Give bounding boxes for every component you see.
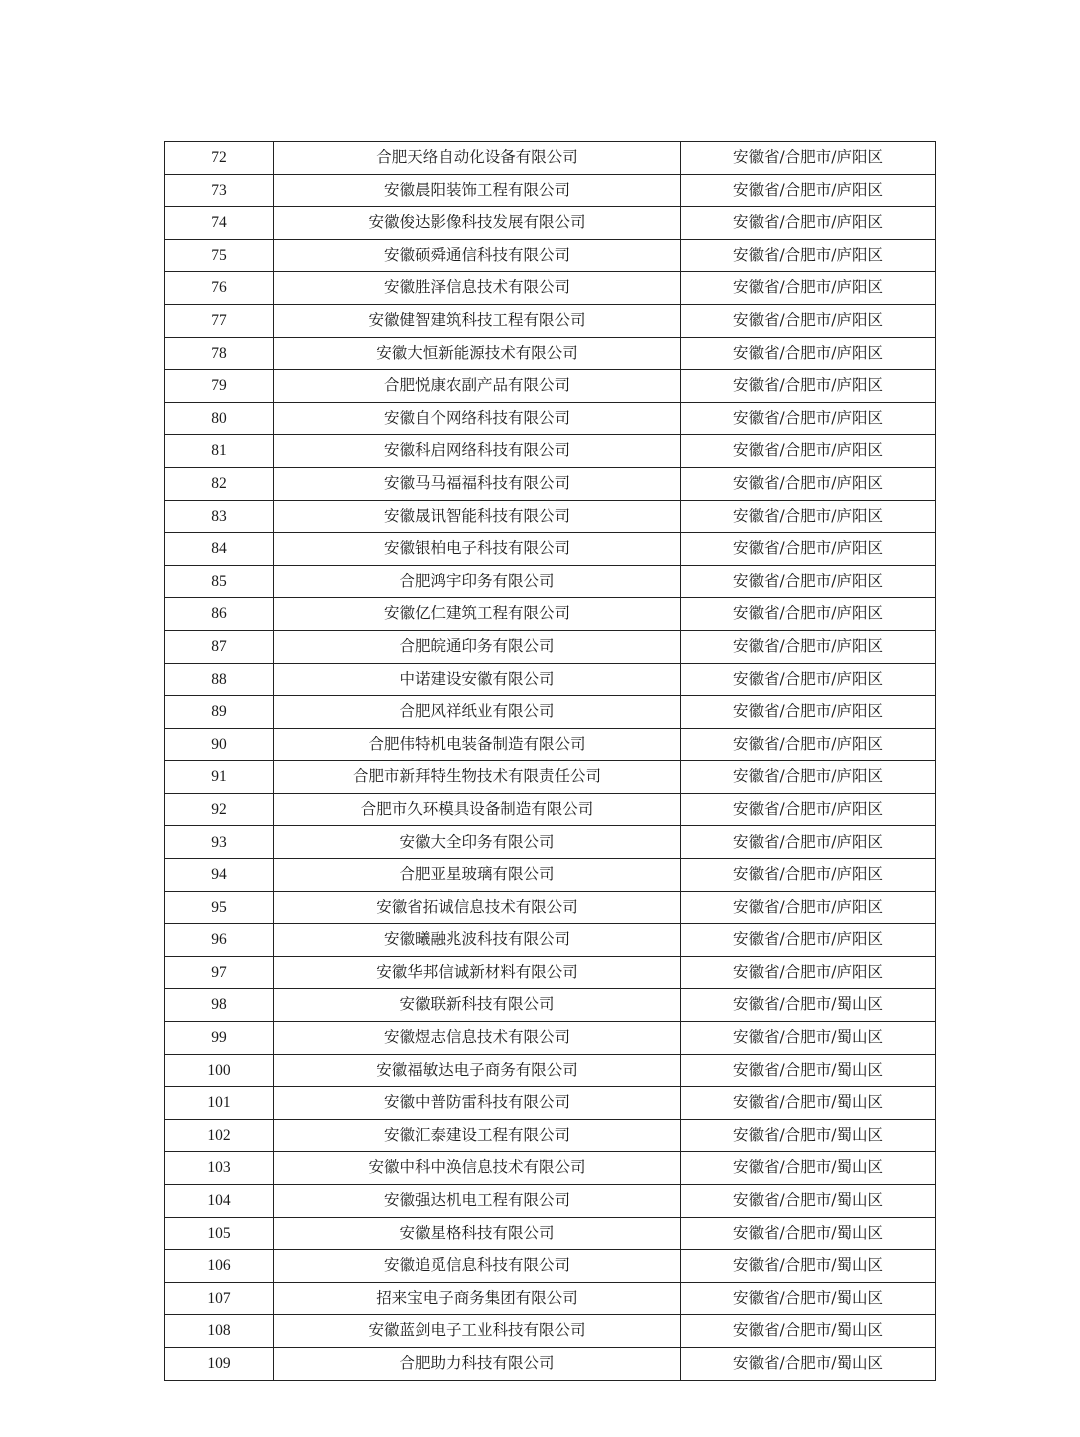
table-row xyxy=(165,663,936,696)
table-row xyxy=(165,174,936,207)
serial-number-cell: 79 xyxy=(165,370,274,403)
serial-number-cell: 74 xyxy=(165,207,274,240)
company-name-cell: 合肥助力科技有限公司 xyxy=(274,1347,681,1380)
region-cell: 安徽省/合肥市/庐阳区 xyxy=(681,272,936,305)
company-name-cell: 安徽联新科技有限公司 xyxy=(274,989,681,1022)
company-name-cell: 安徽马马福福科技有限公司 xyxy=(274,467,681,500)
table-row xyxy=(165,1185,936,1218)
company-name-cell: 安徽强达机电工程有限公司 xyxy=(274,1185,681,1218)
table-row xyxy=(165,1119,936,1152)
table-row xyxy=(165,1347,936,1380)
serial-number-cell: 80 xyxy=(165,402,274,435)
region-cell: 安徽省/合肥市/蜀山区 xyxy=(681,1119,936,1152)
table-row xyxy=(165,500,936,533)
serial-number-cell: 101 xyxy=(165,1087,274,1120)
table-row xyxy=(165,696,936,729)
company-name-cell: 合肥市久环模具设备制造有限公司 xyxy=(274,793,681,826)
serial-number-cell: 82 xyxy=(165,467,274,500)
table-row xyxy=(165,989,936,1022)
company-name-cell: 合肥风祥纸业有限公司 xyxy=(274,696,681,729)
table-row xyxy=(165,370,936,403)
region-cell: 安徽省/合肥市/蜀山区 xyxy=(681,1054,936,1087)
table-row xyxy=(165,402,936,435)
table-row xyxy=(165,142,936,175)
serial-number-cell: 104 xyxy=(165,1185,274,1218)
company-name-cell: 安徽中普防雷科技有限公司 xyxy=(274,1087,681,1120)
table-row xyxy=(165,826,936,859)
serial-number-cell: 87 xyxy=(165,630,274,663)
region-cell: 安徽省/合肥市/蜀山区 xyxy=(681,1282,936,1315)
company-name-cell: 安徽大恒新能源技术有限公司 xyxy=(274,337,681,370)
table-row xyxy=(165,1250,936,1283)
company-name-cell: 安徽追觅信息科技有限公司 xyxy=(274,1250,681,1283)
table-row xyxy=(165,630,936,663)
serial-number-cell: 72 xyxy=(165,142,274,175)
company-list-table xyxy=(164,141,936,1381)
company-name-cell: 合肥天络自动化设备有限公司 xyxy=(274,142,681,175)
table-row xyxy=(165,337,936,370)
serial-number-cell: 86 xyxy=(165,598,274,631)
table-row xyxy=(165,728,936,761)
serial-number-cell: 96 xyxy=(165,924,274,957)
serial-number-cell: 94 xyxy=(165,859,274,892)
company-name-cell: 安徽星格科技有限公司 xyxy=(274,1217,681,1250)
serial-number-cell: 109 xyxy=(165,1347,274,1380)
company-name-cell: 安徽煜志信息技术有限公司 xyxy=(274,1022,681,1055)
table-row xyxy=(165,1315,936,1348)
company-name-cell: 安徽蓝剑电子工业科技有限公司 xyxy=(274,1315,681,1348)
region-cell: 安徽省/合肥市/庐阳区 xyxy=(681,761,936,794)
company-name-cell: 安徽曦融兆波科技有限公司 xyxy=(274,924,681,957)
serial-number-cell: 97 xyxy=(165,956,274,989)
region-cell: 安徽省/合肥市/庐阳区 xyxy=(681,370,936,403)
company-name-cell: 合肥市新拜特生物技术有限责任公司 xyxy=(274,761,681,794)
region-cell: 安徽省/合肥市/庐阳区 xyxy=(681,533,936,566)
region-cell: 安徽省/合肥市/庐阳区 xyxy=(681,793,936,826)
company-name-cell: 安徽硕舜通信科技有限公司 xyxy=(274,239,681,272)
region-cell: 安徽省/合肥市/庐阳区 xyxy=(681,142,936,175)
region-cell: 安徽省/合肥市/庐阳区 xyxy=(681,696,936,729)
region-cell: 安徽省/合肥市/庐阳区 xyxy=(681,956,936,989)
serial-number-cell: 103 xyxy=(165,1152,274,1185)
table-row xyxy=(165,1087,936,1120)
region-cell: 安徽省/合肥市/庐阳区 xyxy=(681,924,936,957)
serial-number-cell: 98 xyxy=(165,989,274,1022)
region-cell: 安徽省/合肥市/庐阳区 xyxy=(681,728,936,761)
company-name-cell: 招来宝电子商务集团有限公司 xyxy=(274,1282,681,1315)
serial-number-cell: 84 xyxy=(165,533,274,566)
serial-number-cell: 108 xyxy=(165,1315,274,1348)
region-cell: 安徽省/合肥市/庐阳区 xyxy=(681,207,936,240)
company-name-cell: 安徽晨阳装饰工程有限公司 xyxy=(274,174,681,207)
company-name-cell: 安徽亿仁建筑工程有限公司 xyxy=(274,598,681,631)
serial-number-cell: 85 xyxy=(165,565,274,598)
table-row xyxy=(165,239,936,272)
company-name-cell: 合肥鸿宇印务有限公司 xyxy=(274,565,681,598)
table-row xyxy=(165,467,936,500)
company-name-cell: 安徽福敏达电子商务有限公司 xyxy=(274,1054,681,1087)
region-cell: 安徽省/合肥市/庐阳区 xyxy=(681,239,936,272)
table-row xyxy=(165,272,936,305)
region-cell: 安徽省/合肥市/庐阳区 xyxy=(681,663,936,696)
company-name-cell: 安徽大全印务有限公司 xyxy=(274,826,681,859)
region-cell: 安徽省/合肥市/蜀山区 xyxy=(681,1315,936,1348)
company-name-cell: 安徽俊达影像科技发展有限公司 xyxy=(274,207,681,240)
region-cell: 安徽省/合肥市/庐阳区 xyxy=(681,565,936,598)
table-row xyxy=(165,761,936,794)
serial-number-cell: 102 xyxy=(165,1119,274,1152)
company-name-cell: 安徽科启网络科技有限公司 xyxy=(274,435,681,468)
company-name-cell: 安徽汇泰建设工程有限公司 xyxy=(274,1119,681,1152)
serial-number-cell: 83 xyxy=(165,500,274,533)
serial-number-cell: 75 xyxy=(165,239,274,272)
table-row xyxy=(165,435,936,468)
table-row xyxy=(165,1217,936,1250)
region-cell: 安徽省/合肥市/庐阳区 xyxy=(681,304,936,337)
table-row xyxy=(165,1152,936,1185)
region-cell: 安徽省/合肥市/庐阳区 xyxy=(681,598,936,631)
region-cell: 安徽省/合肥市/蜀山区 xyxy=(681,1217,936,1250)
region-cell: 安徽省/合肥市/庐阳区 xyxy=(681,500,936,533)
serial-number-cell: 99 xyxy=(165,1022,274,1055)
table-row xyxy=(165,304,936,337)
table-row xyxy=(165,924,936,957)
serial-number-cell: 91 xyxy=(165,761,274,794)
serial-number-cell: 100 xyxy=(165,1054,274,1087)
table-row xyxy=(165,1282,936,1315)
table-row xyxy=(165,891,936,924)
serial-number-cell: 92 xyxy=(165,793,274,826)
serial-number-cell: 89 xyxy=(165,696,274,729)
table-body xyxy=(165,142,936,1381)
serial-number-cell: 88 xyxy=(165,663,274,696)
company-name-cell: 安徽自个网络科技有限公司 xyxy=(274,402,681,435)
company-name-cell: 安徽胜泽信息技术有限公司 xyxy=(274,272,681,305)
serial-number-cell: 78 xyxy=(165,337,274,370)
region-cell: 安徽省/合肥市/庐阳区 xyxy=(681,826,936,859)
region-cell: 安徽省/合肥市/庐阳区 xyxy=(681,467,936,500)
serial-number-cell: 106 xyxy=(165,1250,274,1283)
table-row xyxy=(165,956,936,989)
company-name-cell: 安徽华邦信诚新材料有限公司 xyxy=(274,956,681,989)
serial-number-cell: 95 xyxy=(165,891,274,924)
company-name-cell: 合肥皖通印务有限公司 xyxy=(274,630,681,663)
serial-number-cell: 105 xyxy=(165,1217,274,1250)
region-cell: 安徽省/合肥市/庐阳区 xyxy=(681,630,936,663)
region-cell: 安徽省/合肥市/蜀山区 xyxy=(681,989,936,1022)
serial-number-cell: 90 xyxy=(165,728,274,761)
serial-number-cell: 81 xyxy=(165,435,274,468)
table-row xyxy=(165,598,936,631)
region-cell: 安徽省/合肥市/庐阳区 xyxy=(681,891,936,924)
table-row xyxy=(165,207,936,240)
company-name-cell: 安徽银柏电子科技有限公司 xyxy=(274,533,681,566)
region-cell: 安徽省/合肥市/蜀山区 xyxy=(681,1022,936,1055)
company-name-cell: 合肥伟特机电装备制造有限公司 xyxy=(274,728,681,761)
company-name-cell: 安徽中科中涣信息技术有限公司 xyxy=(274,1152,681,1185)
region-cell: 安徽省/合肥市/蜀山区 xyxy=(681,1347,936,1380)
region-cell: 安徽省/合肥市/庐阳区 xyxy=(681,174,936,207)
serial-number-cell: 76 xyxy=(165,272,274,305)
table-row xyxy=(165,793,936,826)
region-cell: 安徽省/合肥市/蜀山区 xyxy=(681,1087,936,1120)
table-row xyxy=(165,533,936,566)
serial-number-cell: 73 xyxy=(165,174,274,207)
region-cell: 安徽省/合肥市/蜀山区 xyxy=(681,1152,936,1185)
company-name-cell: 合肥亚星玻璃有限公司 xyxy=(274,859,681,892)
region-cell: 安徽省/合肥市/庐阳区 xyxy=(681,337,936,370)
company-name-cell: 安徽健智建筑科技工程有限公司 xyxy=(274,304,681,337)
table-row xyxy=(165,859,936,892)
serial-number-cell: 107 xyxy=(165,1282,274,1315)
table-row xyxy=(165,565,936,598)
serial-number-cell: 77 xyxy=(165,304,274,337)
region-cell: 安徽省/合肥市/庐阳区 xyxy=(681,435,936,468)
region-cell: 安徽省/合肥市/庐阳区 xyxy=(681,402,936,435)
region-cell: 安徽省/合肥市/蜀山区 xyxy=(681,1185,936,1218)
serial-number-cell: 93 xyxy=(165,826,274,859)
company-name-cell: 安徽晟讯智能科技有限公司 xyxy=(274,500,681,533)
region-cell: 安徽省/合肥市/庐阳区 xyxy=(681,859,936,892)
company-name-cell: 合肥悦康农副产品有限公司 xyxy=(274,370,681,403)
region-cell: 安徽省/合肥市/蜀山区 xyxy=(681,1250,936,1283)
table-row xyxy=(165,1054,936,1087)
table-row xyxy=(165,1022,936,1055)
company-name-cell: 中诺建设安徽有限公司 xyxy=(274,663,681,696)
company-name-cell: 安徽省拓诚信息技术有限公司 xyxy=(274,891,681,924)
